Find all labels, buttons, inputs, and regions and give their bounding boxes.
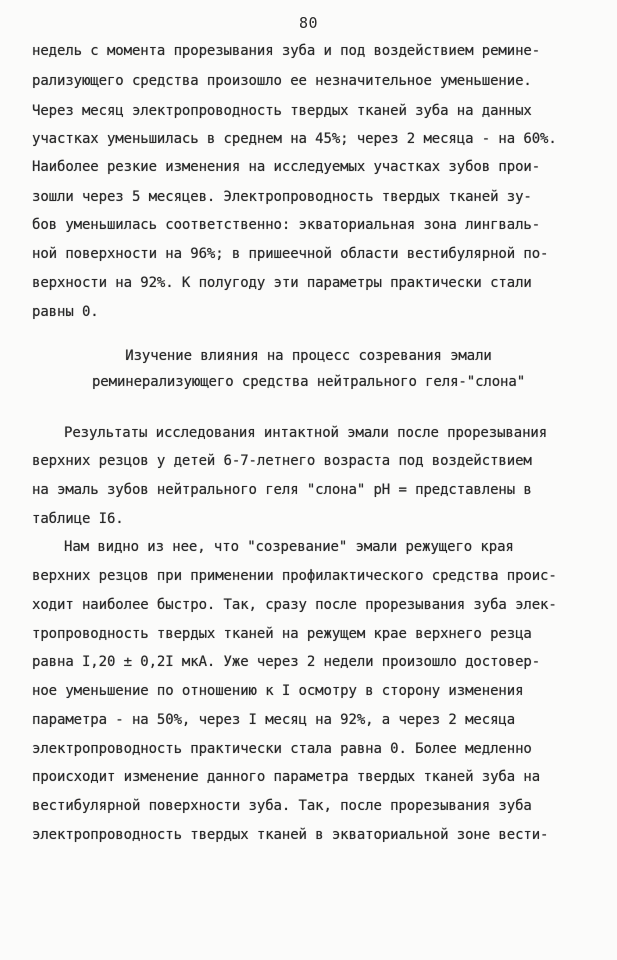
text-line: Нам видно из нее, что "созревание" эмали режущего края — [64, 539, 514, 555]
text-line: равна I,20 ± 0,2I мкА. Уже через 2 недели произошло достовер- — [32, 654, 541, 670]
text-line: зошли через 5 месяцев. Электропроводность твердых тканей зу- — [32, 189, 532, 205]
text-line: ное уменьшение по отношению к I осмотру в сторону изменения — [32, 683, 524, 699]
text-line: бов уменьшилась соответственно: экваториальная зона лингваль- — [32, 217, 541, 233]
section-heading: Изучение влияния на процесс созревания эмали — [125, 348, 492, 364]
text-line: Результаты исследования интактной эмали после прорезывания — [64, 425, 548, 441]
page-number: 80 — [298, 14, 319, 32]
text-line: верхних резцов при применении профилактического средства проис- — [32, 568, 557, 584]
text-line: верхних резцов у детей 6-7-летнего возраста под воздействием — [32, 453, 532, 469]
text-line: Наиболее резкие изменения на исследуемых участках зубов прои- — [32, 159, 541, 175]
text-line: верхности на 92%. К полугоду эти параметры практически стали — [32, 275, 532, 291]
text-line: ной поверхности на 96%; в пришеечной области вестибулярной по- — [32, 246, 549, 262]
text-line: происходит изменение данного параметра твердых тканей зуба на — [32, 769, 541, 785]
text-line: тропроводность твердых тканей на режущем крае верхнего резца — [32, 626, 532, 642]
text-line: недель с момента прорезывания зуба и под воздействием ремине- — [32, 43, 541, 59]
text-line: Через месяц электропроводность твердых тканей зуба на данных — [32, 103, 532, 119]
text-line: рализующего средства произошло ее незначительное уменьшение. — [32, 73, 532, 89]
text-line: параметра - на 50%, через I месяц на 92%, а через 2 месяца — [32, 712, 516, 728]
text-line: ходит наиболее быстро. Так, сразу после прорезывания зуба элек- — [32, 597, 557, 613]
section-heading: реминерализующего средства нейтрального геля-"слона" — [91, 374, 526, 390]
text-line: вестибулярной поверхности зуба. Так, после прорезывания зуба — [32, 798, 532, 814]
text-line: электропроводность практически стала равна 0. Более медленно — [32, 741, 532, 757]
text-line: участках уменьшилась в среднем на 45%; через 2 месяца - на 60%. — [32, 131, 557, 147]
text-line: электропроводность твердых тканей в экваториальной зоне вести- — [32, 827, 549, 843]
text-line: равны 0. — [32, 304, 99, 320]
text-line: таблице I6. — [32, 511, 124, 527]
text-line: на эмаль зубов нейтрального геля "слона" pH = представлены в — [32, 482, 532, 498]
